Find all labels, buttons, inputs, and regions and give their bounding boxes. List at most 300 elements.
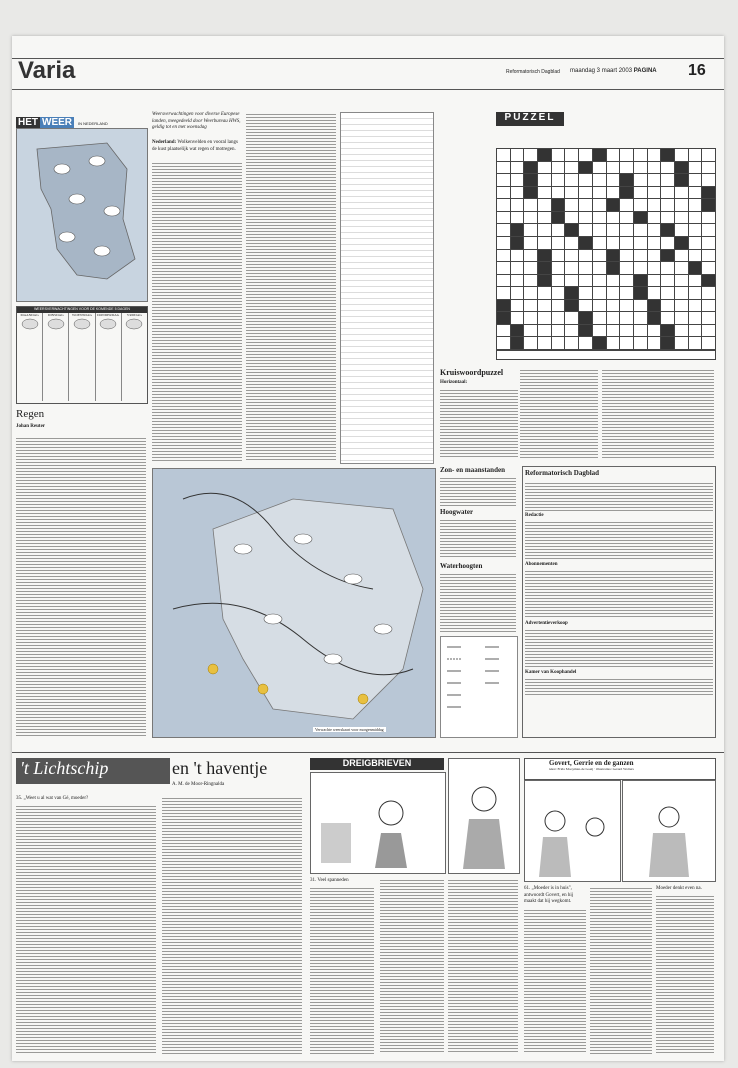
crossword-cell bbox=[524, 262, 537, 274]
crossword-cell bbox=[620, 212, 633, 224]
colofon-title: Reformatorisch Dagblad bbox=[525, 469, 600, 477]
crossword-cell bbox=[634, 162, 647, 174]
puzzle-clues-col2 bbox=[520, 368, 598, 458]
crossword-cell bbox=[702, 250, 715, 262]
crossword-cell bbox=[552, 224, 565, 236]
regen-author: Johan Reuter bbox=[16, 424, 46, 429]
colofon-abonnementen: Abonnementen bbox=[525, 562, 558, 567]
crossword-cell bbox=[579, 149, 592, 161]
crossword-cell bbox=[634, 224, 647, 236]
forecast-days bbox=[17, 313, 147, 401]
colofon-kvk: Kamer van Koophandel bbox=[525, 670, 577, 675]
crossword-cell bbox=[511, 312, 524, 324]
crossword-cell bbox=[524, 149, 537, 161]
crossword-cell bbox=[702, 337, 715, 349]
crossword-cell bbox=[607, 237, 620, 249]
crossword-cell bbox=[552, 149, 565, 161]
dreig-col2 bbox=[380, 878, 444, 1054]
crossword-cell bbox=[702, 149, 715, 161]
crossword-cell bbox=[552, 262, 565, 274]
lichtschip-col1 bbox=[16, 804, 156, 1054]
weather-intro: Weersverwachtingen voor diverse Europese landen, meegedeeld door Weerbureau HWS, geldig tot en met woensdag bbox=[152, 112, 241, 130]
crossword-cell bbox=[524, 275, 537, 287]
crossword-cell bbox=[634, 187, 647, 199]
crossword-cell bbox=[579, 199, 592, 211]
crossword-cell bbox=[579, 250, 592, 262]
colofon-text-3 bbox=[525, 569, 713, 619]
section-divider bbox=[12, 752, 724, 753]
country-entry: Nederland: Wolkenvelden en vooral langs de kust plaatselijk wat regen of motregen. bbox=[152, 140, 238, 152]
map-caption: Verwachte weerskaart voor morgenmiddag bbox=[315, 727, 384, 732]
colofon-redactie: Redactie bbox=[525, 513, 544, 518]
europe-weather-map bbox=[152, 468, 436, 738]
crossword-cell bbox=[634, 250, 647, 262]
crossword-cell bbox=[620, 312, 633, 324]
crossword-cell bbox=[497, 212, 510, 224]
puzzle-clues-col1 bbox=[440, 388, 518, 458]
crossword-cell bbox=[607, 312, 620, 324]
forecast-day: MAANDAG bbox=[17, 313, 43, 401]
page-date: maandag 3 maart 2003 PAGINA bbox=[570, 68, 657, 74]
colofon-text-2 bbox=[525, 520, 713, 560]
crossword-cell bbox=[702, 224, 715, 236]
crossword-cell bbox=[620, 162, 633, 174]
dreig-col3 bbox=[448, 878, 518, 1054]
crossword-cell bbox=[511, 250, 524, 262]
crossword-cell bbox=[620, 250, 633, 262]
colofon-advertenties: Advertentieverkoop bbox=[525, 621, 568, 626]
temperature-table bbox=[340, 112, 434, 464]
crossword-cell bbox=[593, 287, 606, 299]
crossword-cell bbox=[538, 237, 551, 249]
crossword-cell bbox=[511, 174, 524, 186]
govert-panel bbox=[622, 780, 716, 882]
crossword-cell bbox=[579, 174, 592, 186]
crossword-cell bbox=[524, 300, 537, 312]
crossword-cell bbox=[634, 275, 647, 287]
crossword-cell bbox=[607, 337, 620, 349]
crossword-cell bbox=[565, 199, 578, 211]
crossword-cell bbox=[702, 187, 715, 199]
crossword-cell bbox=[593, 312, 606, 324]
puzzle-title: PUZZEL bbox=[496, 112, 564, 126]
govert-col1 bbox=[524, 908, 586, 1054]
crossword-cell bbox=[702, 162, 715, 174]
crossword-cell bbox=[524, 212, 537, 224]
crossword-cell bbox=[593, 199, 606, 211]
crossword-cell bbox=[648, 224, 661, 236]
crossword-cell bbox=[675, 287, 688, 299]
lichtschip-title-b: en 't haventje bbox=[172, 758, 268, 778]
page-number: 16 bbox=[688, 62, 706, 79]
crossword-cell bbox=[538, 212, 551, 224]
crossword-cell bbox=[634, 174, 647, 186]
crossword-cell bbox=[661, 262, 674, 274]
crossword-cell bbox=[538, 300, 551, 312]
crossword-cell bbox=[524, 174, 537, 186]
crossword-cell bbox=[511, 287, 524, 299]
crossword-cell bbox=[607, 250, 620, 262]
newspaper-page bbox=[12, 36, 724, 1061]
crossword-cell bbox=[689, 325, 702, 337]
crossword-cell bbox=[620, 149, 633, 161]
crossword-cell bbox=[689, 212, 702, 224]
crossword-cell bbox=[511, 275, 524, 287]
crossword-cell bbox=[511, 149, 524, 161]
crossword-cell bbox=[565, 187, 578, 199]
crossword-cell bbox=[607, 325, 620, 337]
crossword-cell bbox=[538, 224, 551, 236]
crossword-cell bbox=[524, 250, 537, 262]
crossword-cell bbox=[565, 212, 578, 224]
crossword-cell bbox=[607, 149, 620, 161]
crossword-cell bbox=[689, 250, 702, 262]
crossword-cell bbox=[565, 300, 578, 312]
crossword-cell bbox=[552, 312, 565, 324]
crossword-cell bbox=[497, 337, 510, 349]
crossword-cell bbox=[661, 312, 674, 324]
crossword-cell bbox=[511, 224, 524, 236]
crossword-cell bbox=[497, 250, 510, 262]
crossword-cell bbox=[634, 337, 647, 349]
crossword-cell bbox=[661, 212, 674, 224]
crossword-cell bbox=[620, 325, 633, 337]
crossword-cell bbox=[565, 275, 578, 287]
crossword-cell bbox=[524, 187, 537, 199]
govert-title: Govert, Gerrie en de ganzen bbox=[549, 759, 634, 767]
colofon-text-4 bbox=[525, 628, 713, 668]
crossword-cell bbox=[565, 325, 578, 337]
crossword-cell bbox=[607, 162, 620, 174]
crossword-cell bbox=[579, 287, 592, 299]
crossword-cell bbox=[648, 262, 661, 274]
crossword-cell bbox=[511, 187, 524, 199]
lichtschip-author: A. M. de Moor-Ringnalda bbox=[172, 782, 225, 787]
forecast-day: DINSDAG bbox=[43, 313, 69, 401]
colofon-text-1 bbox=[525, 481, 713, 511]
crossword-cell bbox=[620, 187, 633, 199]
crossword-cell bbox=[675, 262, 688, 274]
govert-header bbox=[524, 758, 716, 780]
crossword-cell bbox=[702, 262, 715, 274]
crossword-cell bbox=[497, 325, 510, 337]
puzzle-name: Kruiswoordpuzzel bbox=[440, 368, 504, 377]
govert-credit: tekst: Frida Mooyman-de Goeij · illustraties: Gerard Wolters bbox=[549, 767, 634, 771]
crossword-cell bbox=[565, 262, 578, 274]
crossword-cell bbox=[689, 287, 702, 299]
crossword-cell bbox=[689, 237, 702, 249]
crossword-cell bbox=[620, 224, 633, 236]
crossword-cell bbox=[565, 287, 578, 299]
crossword-cell bbox=[579, 237, 592, 249]
crossword-cell bbox=[497, 237, 510, 249]
crossword-cell bbox=[675, 187, 688, 199]
crossword-cell bbox=[607, 212, 620, 224]
crossword-cell bbox=[565, 250, 578, 262]
map-legend bbox=[440, 636, 518, 738]
crossword-cell bbox=[648, 212, 661, 224]
crossword-cell bbox=[552, 237, 565, 249]
crossword-cell bbox=[524, 337, 537, 349]
crossword-cell bbox=[538, 174, 551, 186]
crossword-cell bbox=[497, 312, 510, 324]
crossword-cell bbox=[634, 149, 647, 161]
crossword-cell bbox=[538, 250, 551, 262]
crossword-cell bbox=[634, 262, 647, 274]
forecast-day: WOENSDAG bbox=[69, 313, 95, 401]
crossword-cell bbox=[593, 212, 606, 224]
crossword-cell bbox=[661, 174, 674, 186]
regen-title: Regen bbox=[16, 408, 45, 420]
crossword-cell bbox=[648, 325, 661, 337]
dreig-panel bbox=[448, 758, 520, 874]
forecast-day: DONDERDAG bbox=[96, 313, 122, 401]
crossword-cell bbox=[593, 300, 606, 312]
govert-panel bbox=[524, 780, 621, 882]
crossword-cell bbox=[538, 287, 551, 299]
crossword-cell bbox=[607, 300, 620, 312]
crossword-cell bbox=[648, 199, 661, 211]
crossword-cell bbox=[552, 287, 565, 299]
crossword-cell bbox=[620, 262, 633, 274]
crossword-cell bbox=[661, 187, 674, 199]
crossword-cell bbox=[538, 199, 551, 211]
colofon-text-5 bbox=[525, 677, 713, 697]
crossword-cell bbox=[538, 275, 551, 287]
crossword-cell bbox=[702, 300, 715, 312]
crossword-cell bbox=[497, 149, 510, 161]
crossword-cell bbox=[552, 337, 565, 349]
crossword-cell bbox=[702, 325, 715, 337]
crossword-cell bbox=[689, 187, 702, 199]
crossword-cell bbox=[648, 300, 661, 312]
crossword-cell bbox=[524, 162, 537, 174]
crossword-cell bbox=[675, 237, 688, 249]
crossword-cell bbox=[593, 262, 606, 274]
crossword-cell bbox=[497, 287, 510, 299]
crossword-cell bbox=[607, 224, 620, 236]
crossword-cell bbox=[689, 174, 702, 186]
crossword-cell bbox=[593, 174, 606, 186]
crossword-cell bbox=[565, 174, 578, 186]
crossword-cell bbox=[524, 312, 537, 324]
crossword-grid bbox=[496, 148, 716, 350]
sun-text bbox=[440, 476, 516, 506]
crossword-cell bbox=[607, 275, 620, 287]
crossword-cell bbox=[675, 212, 688, 224]
crossword-cell bbox=[661, 224, 674, 236]
crossword-cell bbox=[675, 337, 688, 349]
five-day-forecast: WEERSVERWACHTINGEN VOOR DE KOMENDE 5 DAGEN MAANDAG DINSDAG WOENSDAG DONDERDAG VRIJDAG bbox=[16, 306, 148, 404]
colofon-box bbox=[522, 466, 716, 738]
crossword-cell bbox=[661, 250, 674, 262]
europe-country-list bbox=[152, 140, 242, 153]
crossword-cell bbox=[593, 224, 606, 236]
crossword-cell bbox=[524, 199, 537, 211]
crossword-cell bbox=[579, 212, 592, 224]
crossword-cell bbox=[607, 262, 620, 274]
crossword-cell bbox=[497, 187, 510, 199]
crossword-cell bbox=[675, 325, 688, 337]
crossword-cell bbox=[565, 162, 578, 174]
crossword-cell bbox=[702, 275, 715, 287]
crossword-cell bbox=[552, 275, 565, 287]
crossword-cell bbox=[538, 325, 551, 337]
crossword-cell bbox=[689, 262, 702, 274]
dreig-panel bbox=[310, 772, 446, 874]
crossword-cell bbox=[552, 174, 565, 186]
govert-col2 bbox=[590, 886, 652, 1054]
crossword-cell bbox=[648, 287, 661, 299]
crossword-cell bbox=[593, 250, 606, 262]
crossword-cell bbox=[579, 312, 592, 324]
crossword-cell bbox=[661, 337, 674, 349]
crossword-cell bbox=[538, 187, 551, 199]
crossword-cell bbox=[648, 275, 661, 287]
crossword-cell bbox=[661, 300, 674, 312]
crossword-cell bbox=[538, 149, 551, 161]
europe-text-col1 bbox=[152, 161, 242, 461]
crossword-cell bbox=[607, 187, 620, 199]
crossword-cell bbox=[675, 300, 688, 312]
lichtschip-col2 bbox=[162, 796, 302, 1054]
dreig-title: DREIGBRIEVEN bbox=[310, 758, 444, 770]
crossword-cell bbox=[579, 262, 592, 274]
puzzle-horizontal-label: Horizontaal: bbox=[440, 380, 468, 385]
waterhoogten-text bbox=[440, 572, 516, 632]
crossword-cell bbox=[634, 300, 647, 312]
crossword-cell bbox=[524, 237, 537, 249]
crossword-solution-row bbox=[496, 350, 716, 360]
crossword-cell bbox=[538, 312, 551, 324]
crossword-cell bbox=[552, 212, 565, 224]
crossword-cell bbox=[552, 187, 565, 199]
crossword-cell bbox=[620, 237, 633, 249]
crossword-cell bbox=[634, 199, 647, 211]
crossword-cell bbox=[497, 275, 510, 287]
crossword-cell bbox=[702, 174, 715, 186]
crossword-cell bbox=[593, 237, 606, 249]
crossword-cell bbox=[593, 187, 606, 199]
crossword-cell bbox=[689, 224, 702, 236]
crossword-cell bbox=[511, 162, 524, 174]
crossword-cell bbox=[675, 312, 688, 324]
crossword-cell bbox=[661, 325, 674, 337]
section-title: Varia bbox=[18, 57, 76, 84]
crossword-cell bbox=[689, 300, 702, 312]
crossword-cell bbox=[675, 162, 688, 174]
crossword-cell bbox=[565, 149, 578, 161]
crossword-cell bbox=[593, 162, 606, 174]
crossword-cell bbox=[620, 174, 633, 186]
crossword-cell bbox=[675, 199, 688, 211]
crossword-cell bbox=[607, 199, 620, 211]
crossword-cell bbox=[579, 162, 592, 174]
crossword-cell bbox=[579, 325, 592, 337]
crossword-cell bbox=[593, 337, 606, 349]
crossword-cell bbox=[593, 275, 606, 287]
crossword-cell bbox=[648, 250, 661, 262]
europe-text-col2 bbox=[246, 112, 336, 462]
crossword-cell bbox=[648, 174, 661, 186]
crossword-cell bbox=[497, 300, 510, 312]
crossword-cell bbox=[565, 337, 578, 349]
lichtschip-title-a: 't Lichtschip bbox=[16, 758, 170, 784]
crossword-cell bbox=[689, 337, 702, 349]
crossword-cell bbox=[511, 325, 524, 337]
crossword-cell bbox=[511, 237, 524, 249]
crossword-cell bbox=[620, 337, 633, 349]
crossword-cell bbox=[538, 262, 551, 274]
crossword-cell bbox=[702, 199, 715, 211]
crossword-cell bbox=[702, 237, 715, 249]
crossword-cell bbox=[511, 212, 524, 224]
crossword-cell bbox=[552, 300, 565, 312]
dreig-col1 bbox=[310, 886, 374, 1054]
crossword-cell bbox=[634, 287, 647, 299]
crossword-cell bbox=[675, 250, 688, 262]
crossword-cell bbox=[497, 224, 510, 236]
crossword-cell bbox=[634, 325, 647, 337]
crossword-cell bbox=[579, 275, 592, 287]
crossword-cell bbox=[538, 162, 551, 174]
crossword-cell bbox=[524, 325, 537, 337]
crossword-cell bbox=[579, 300, 592, 312]
crossword-cell bbox=[689, 149, 702, 161]
crossword-cell bbox=[620, 199, 633, 211]
crossword-cell bbox=[689, 275, 702, 287]
regen-article-text bbox=[16, 436, 146, 736]
crossword-cell bbox=[702, 212, 715, 224]
crossword-cell bbox=[497, 199, 510, 211]
crossword-cell bbox=[552, 199, 565, 211]
dreig-episode: 31. Veel spanneden bbox=[310, 878, 349, 883]
lichtschip-episode: 35. „Weet u al wat van Gé, moeder? bbox=[16, 796, 89, 801]
crossword-cell bbox=[607, 287, 620, 299]
crossword-cell bbox=[661, 275, 674, 287]
crossword-cell bbox=[565, 237, 578, 249]
sun-title: Zon- en maanstanden bbox=[440, 466, 505, 474]
crossword-cell bbox=[661, 162, 674, 174]
govert-episode: 61. „Moeder is in huis", antwoordt Govert, en hij maakt dat hij wegkomt. bbox=[524, 886, 574, 904]
crossword-cell bbox=[579, 187, 592, 199]
netherlands-weather-map bbox=[16, 128, 148, 302]
crossword-cell bbox=[607, 174, 620, 186]
crossword-cell bbox=[552, 250, 565, 262]
crossword-cell bbox=[552, 162, 565, 174]
crossword-cell bbox=[620, 300, 633, 312]
crossword-cell bbox=[634, 312, 647, 324]
crossword-cell bbox=[620, 275, 633, 287]
crossword-cell bbox=[511, 199, 524, 211]
govert-text-1: Moeder denkt even na. bbox=[656, 886, 702, 891]
hoogwater-title: Hoogwater bbox=[440, 508, 474, 516]
crossword-cell bbox=[648, 237, 661, 249]
crossword-cell bbox=[552, 325, 565, 337]
crossword-cell bbox=[648, 162, 661, 174]
crossword-cell bbox=[579, 337, 592, 349]
crossword-cell bbox=[648, 187, 661, 199]
govert-col3 bbox=[656, 894, 714, 1054]
crossword-cell bbox=[661, 199, 674, 211]
crossword-cell bbox=[661, 149, 674, 161]
crossword-cell bbox=[702, 312, 715, 324]
crossword-cell bbox=[511, 262, 524, 274]
crossword-cell bbox=[675, 224, 688, 236]
crossword-cell bbox=[524, 287, 537, 299]
crossword-cell bbox=[620, 287, 633, 299]
crossword-cell bbox=[511, 300, 524, 312]
